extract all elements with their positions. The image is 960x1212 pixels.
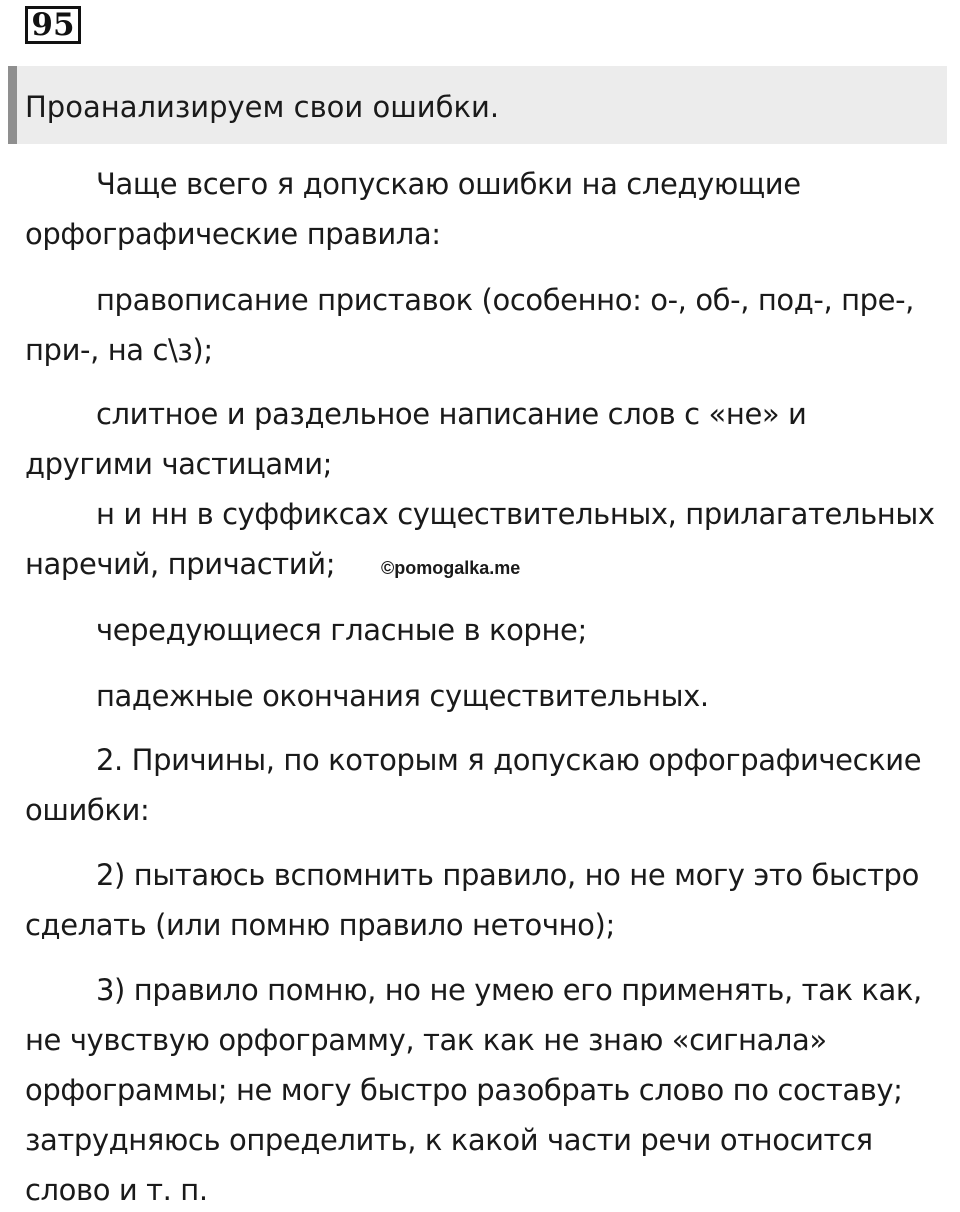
paragraph-1-line-2: орфографические правила:: [25, 217, 441, 251]
paragraph-8-line-1: 2) пытаюсь вспомнить правило, но не могу это быстро: [96, 858, 919, 892]
paragraph-9-line-4: затрудняюсь определить, к какой части речи относится: [25, 1123, 873, 1157]
header-title: Проанализируем свои ошибки.: [25, 90, 500, 124]
paragraph-2-line-2: при-, на с\з);: [25, 333, 213, 367]
paragraph-6-line-1: падежные окончания существительных.: [96, 679, 709, 713]
paragraph-1-line-1: Чаще всего я допускаю ошибки на следующие: [96, 167, 801, 201]
paragraph-7-line-1: 2. Причины, по которым я допускаю орфографические: [96, 743, 922, 777]
paragraph-9-line-1: 3) правило помню, но не умею его применять, так как,: [96, 973, 922, 1007]
paragraph-9-line-2: не чувствую орфограмму, так как не знаю «сигнала»: [25, 1023, 827, 1057]
paragraph-4-line-2: наречий, причастий;: [25, 547, 336, 581]
paragraph-3-line-2: другими частицами;: [25, 447, 333, 481]
paragraph-9-line-3: орфограммы; не могу быстро разобрать слово по составу;: [25, 1073, 903, 1107]
paragraph-4-line-1: н и нн в суффиксах существительных, прилагательных: [96, 497, 935, 531]
paragraph-2-line-1: правописание приставок (особенно: о-, об-, под-, пре-,: [96, 283, 914, 317]
paragraph-7-line-2: ошибки:: [25, 793, 150, 827]
paragraph-3-line-1: слитное и раздельное написание слов с «не» и: [96, 397, 807, 431]
paragraph-8-line-2: сделать (или помню правило неточно);: [25, 908, 615, 942]
paragraph-9-line-5: слово и т. п.: [25, 1173, 208, 1207]
exercise-number: 95: [25, 6, 81, 44]
watermark: ©pomogalka.me: [381, 558, 521, 578]
paragraph-5-line-1: чередующиеся гласные в корне;: [96, 613, 587, 647]
